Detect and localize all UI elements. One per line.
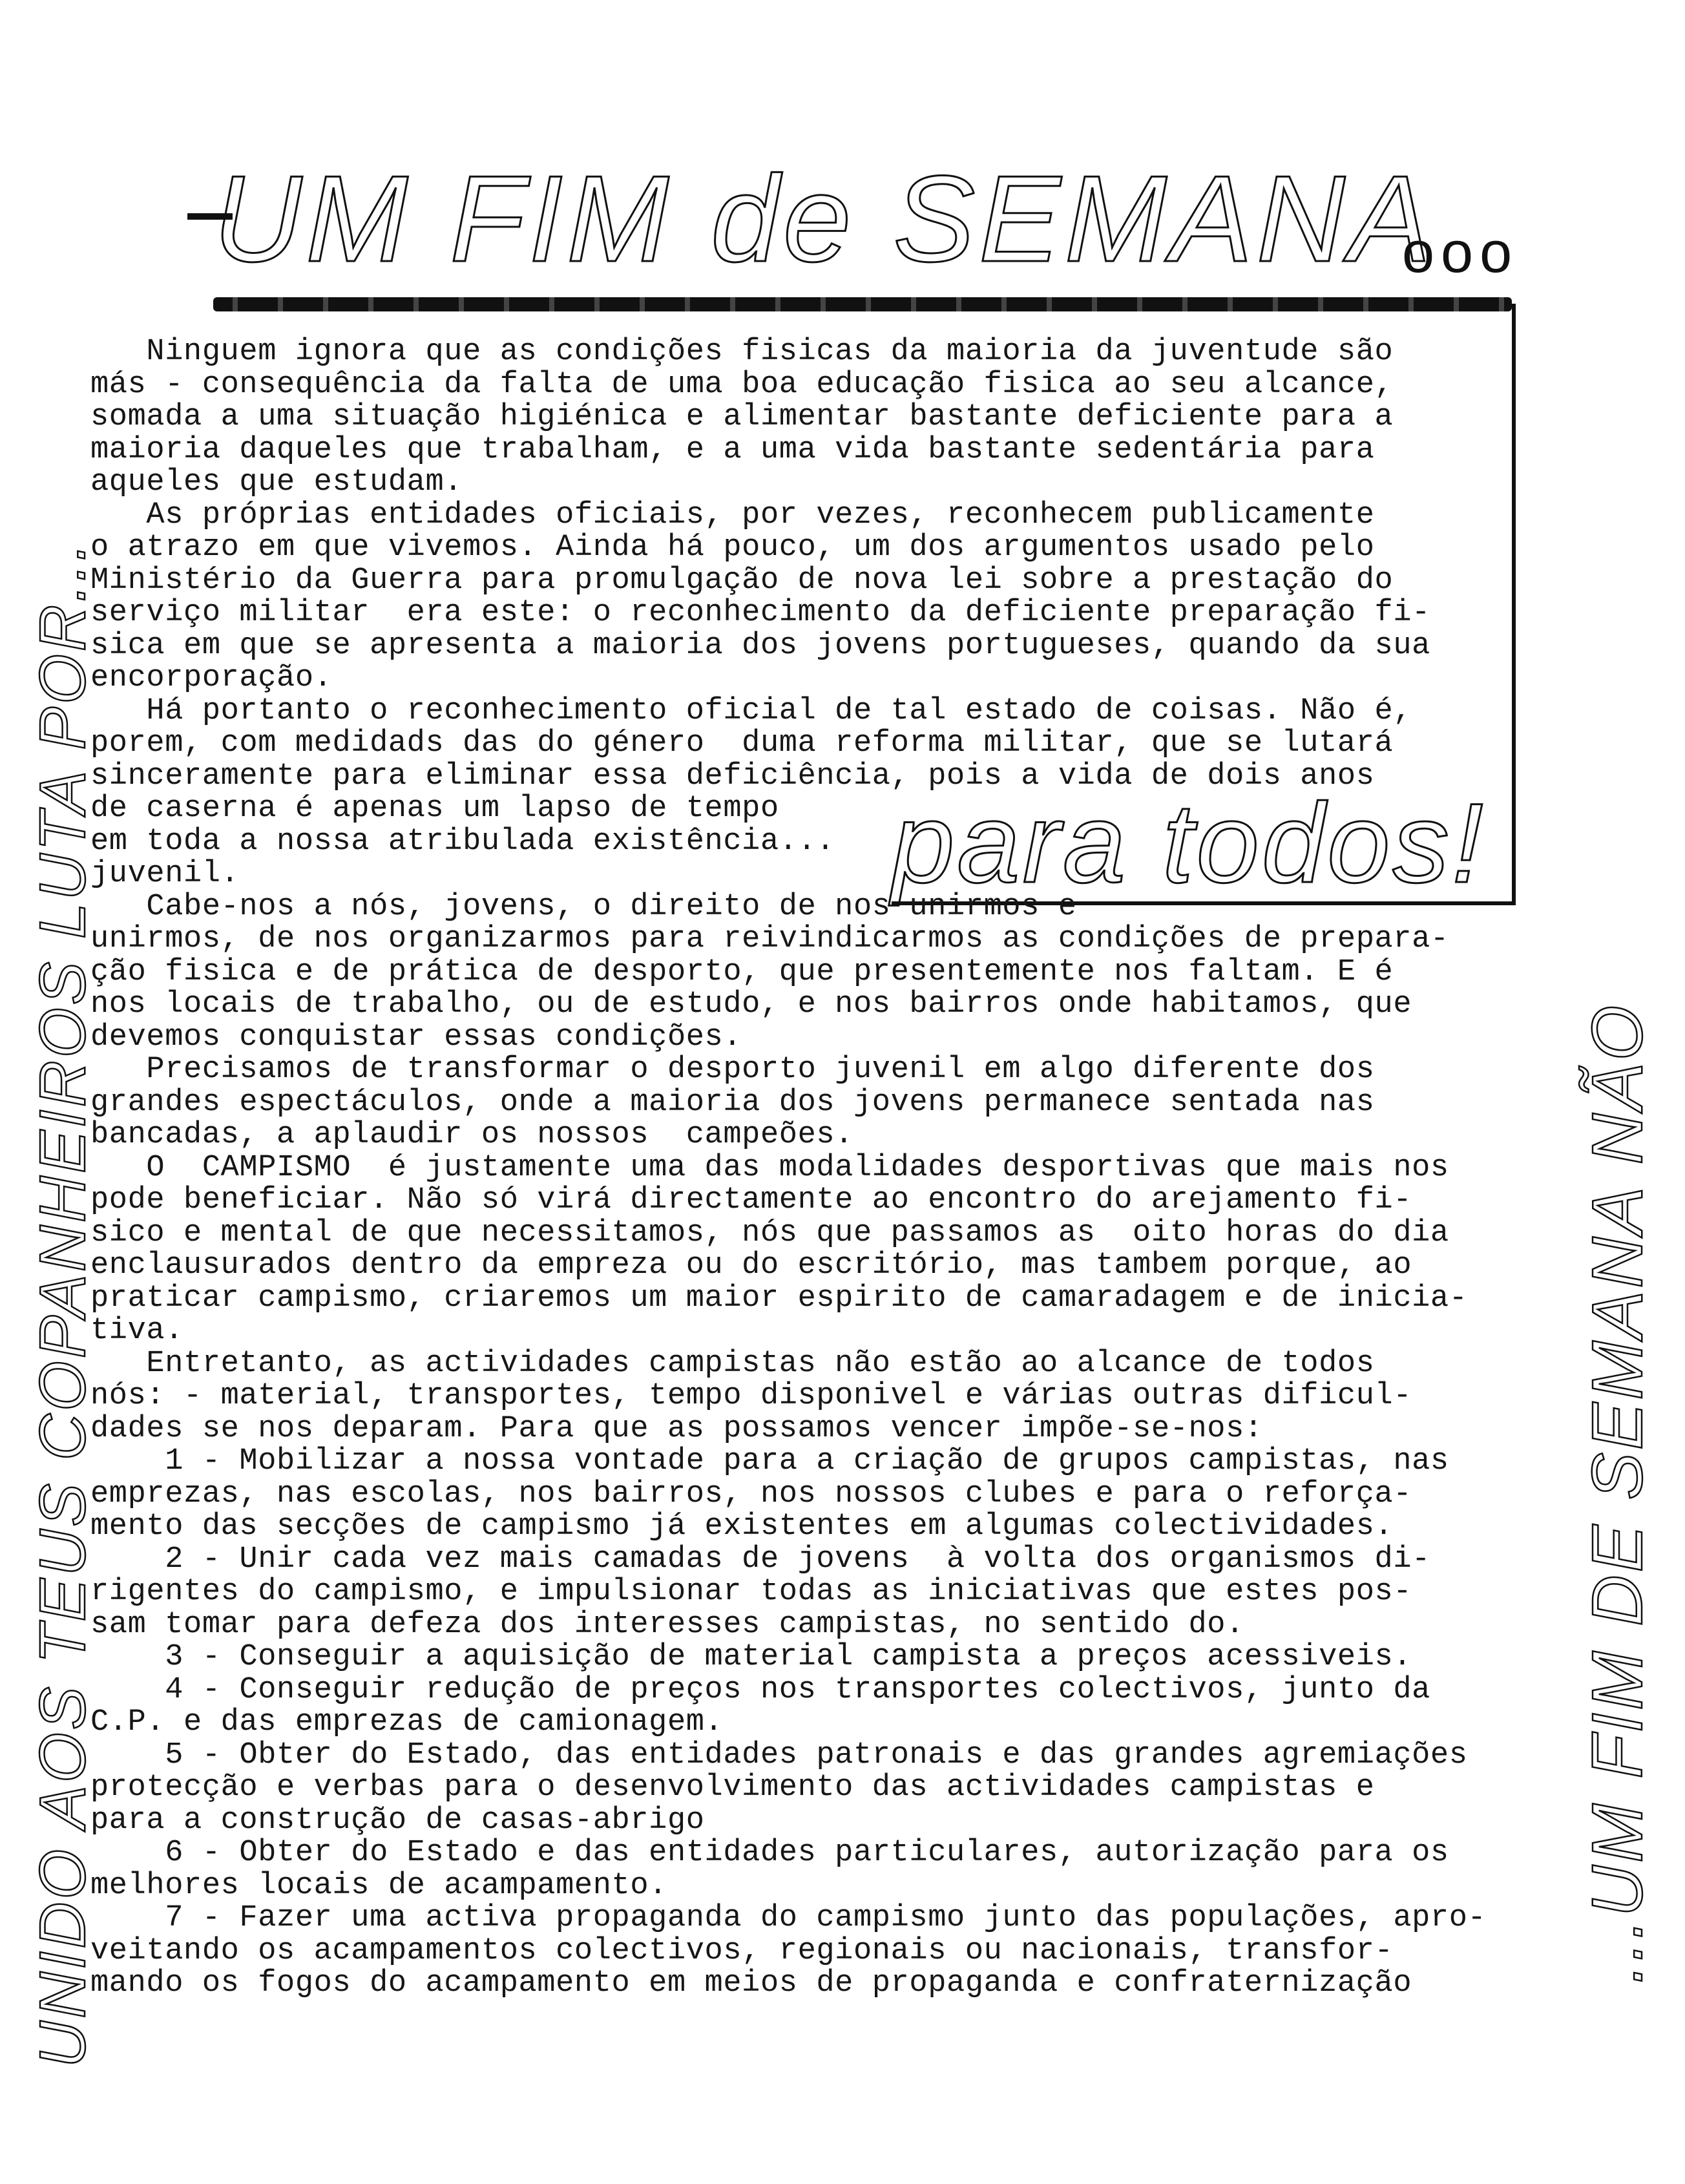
body-line: enclausurados dentro da empreza ou do escritório, mas tambem porque, ao (90, 1248, 1412, 1283)
body-line: Entretanto, as actividades campistas não estão ao alcance de todos (90, 1346, 1375, 1381)
body-line: serviço militar era este: o reconhecimento da deficiente preparação fi- (90, 596, 1430, 630)
body-line: dades se nos deparam. Para que as possamos vencer impõe-se-nos: (90, 1411, 1263, 1446)
title-ellipsis: ooo (1402, 220, 1519, 285)
body-line: para a construção de casas-abrigo (90, 1803, 705, 1838)
title-block (187, 149, 1544, 355)
body-line: sam tomar para defeza dos interesses campistas, no sentido do. (90, 1607, 1244, 1642)
body-line: mento das secções de campismo já existentes em algumas colectividades. (90, 1509, 1394, 1544)
page-title: UM FIM de SEMANA (213, 151, 1435, 288)
body-line: 1 - Mobilizar a nossa vontade para a criação de grupos campistas, nas (90, 1444, 1449, 1478)
body-line: em toda a nossa atribulada existência... (90, 824, 835, 859)
body-line: mando os fogos do acampamento em meios de propaganda e confraternização (90, 1966, 1412, 2000)
body-line: o atrazo em que vivemos. Ainda há pouco, um dos argumentos usado pelo (90, 530, 1375, 565)
body-line: 4 - Conseguir redução de preços nos transportes colectivos, junto da (90, 1672, 1430, 1707)
body-line: Cabe-nos a nós, jovens, o direito de nos unirmos e (90, 889, 1077, 924)
body-line: de caserna é apenas um lapso de tempo (90, 792, 779, 826)
body-line: Precisamos de transformar o desporto juvenil em algo diferente dos (90, 1053, 1375, 1087)
body-line: ção fisica e de prática de desporto, que presentemente nos faltam. E é (90, 954, 1394, 989)
side-slogan-right: ...UM FIM DE SEMANA NÃO (1578, 1002, 1657, 1984)
body-line: sico e mental de que necessitamos, nós que passamos as oito horas do dia (90, 1215, 1449, 1250)
body-line: Há portanto o reconhecimento oficial de tal estado de coisas. Não é, (90, 693, 1412, 728)
body-line: más - consequência da falta de uma boa educação fisica ao seu alcance, (90, 367, 1394, 402)
body-line: aqueles que estudam. (90, 465, 463, 499)
body-line: rigentes do campismo, e impulsionar todas as iniciativas que estes pos- (90, 1575, 1412, 1609)
body-line: maioria daqueles que trabalham, e a uma vida bastante sedentária para (90, 432, 1375, 467)
body-line: porem, com medidads das do género duma reforma militar, que se lutará (90, 726, 1394, 761)
body-line: 2 - Unir cada vez mais camadas de jovens à volta dos organismos di- (90, 1542, 1430, 1577)
side-slogan-left: UNIDO AOS TEUS COPANHEIROS LUTA POR... (26, 540, 99, 2068)
body-line: juvenil. (90, 857, 240, 891)
title-underline (213, 297, 1512, 311)
body-line: Ninguem ignora que as condições fisicas da maioria da juventude são (90, 335, 1394, 369)
body-line: sinceramente para eliminar essa deficiência, pois a vida de dois anos (90, 759, 1375, 793)
body-line: devemos conquistar essas condições. (90, 1020, 742, 1055)
body-line: praticar campismo, criaremos um maior espirito de camaradagem e de inicia- (90, 1281, 1468, 1316)
body-line: somada a uma situação higiénica e alimentar bastante deficiente para a (90, 400, 1394, 434)
body-line: unirmos, de nos organizarmos para reivindicarmos as condições de prepara- (90, 922, 1449, 956)
body-line: tiva. (90, 1314, 184, 1348)
body-line: emprezas, nas escolas, nos bairros, nos nossos clubes e para o reforça- (90, 1476, 1412, 1511)
body-line: O CAMPISMO é justamente uma das modalidades desportivas que mais nos (90, 1150, 1449, 1185)
body-line: As próprias entidades oficiais, por vezes, reconhecem publicamente (90, 498, 1375, 532)
body-line: nos locais de trabalho, ou de estudo, e nos bairros onde habitamos, que (90, 987, 1412, 1022)
body-line: grandes espectáculos, onde a maioria dos jovens permanece sentada nas (90, 1085, 1375, 1120)
article-body (90, 336, 1512, 2000)
body-line: 5 - Obter do Estado, das entidades patronais e das grandes agremiações (90, 1738, 1468, 1772)
body-line: bancadas, a aplaudir os nossos campeões. (90, 1118, 853, 1152)
body-line: pode beneficiar. Não só virá directamente ao encontro do arejamento fi- (90, 1183, 1412, 1217)
body-line: 3 - Conseguir a aquisição de material campista a preços acessiveis. (90, 1640, 1412, 1674)
body-line: 6 - Obter do Estado e das entidades particulares, autorização para os (90, 1836, 1449, 1870)
frame-right-line (1512, 323, 1516, 905)
body-line: C.P. e das emprezas de camionagem. (90, 1705, 724, 1739)
body-line: protecção e verbas para o desenvolvimento das actividades campistas e (90, 1770, 1375, 1805)
body-line: veitando os acampamentos colectivos, regionais ou nacionais, transfor- (90, 1933, 1394, 1968)
para-todos-lettering: para todos! (892, 781, 1486, 907)
body-line: 7 - Fazer uma activa propaganda do campismo junto das populações, apro- (90, 1901, 1487, 1935)
body-line: Ministério da Guerra para promulgação de nova lei sobre a prestação do (90, 563, 1394, 598)
body-line: melhores locais de acampamento. (90, 1868, 667, 1903)
body-line: sica em que se apresenta a maioria dos jovens portugueses, quando da sua (90, 628, 1430, 663)
body-line: nós: - material, transportes, tempo disponivel e várias outras dificul- (90, 1379, 1412, 1413)
body-line: encorporação. (90, 661, 333, 695)
